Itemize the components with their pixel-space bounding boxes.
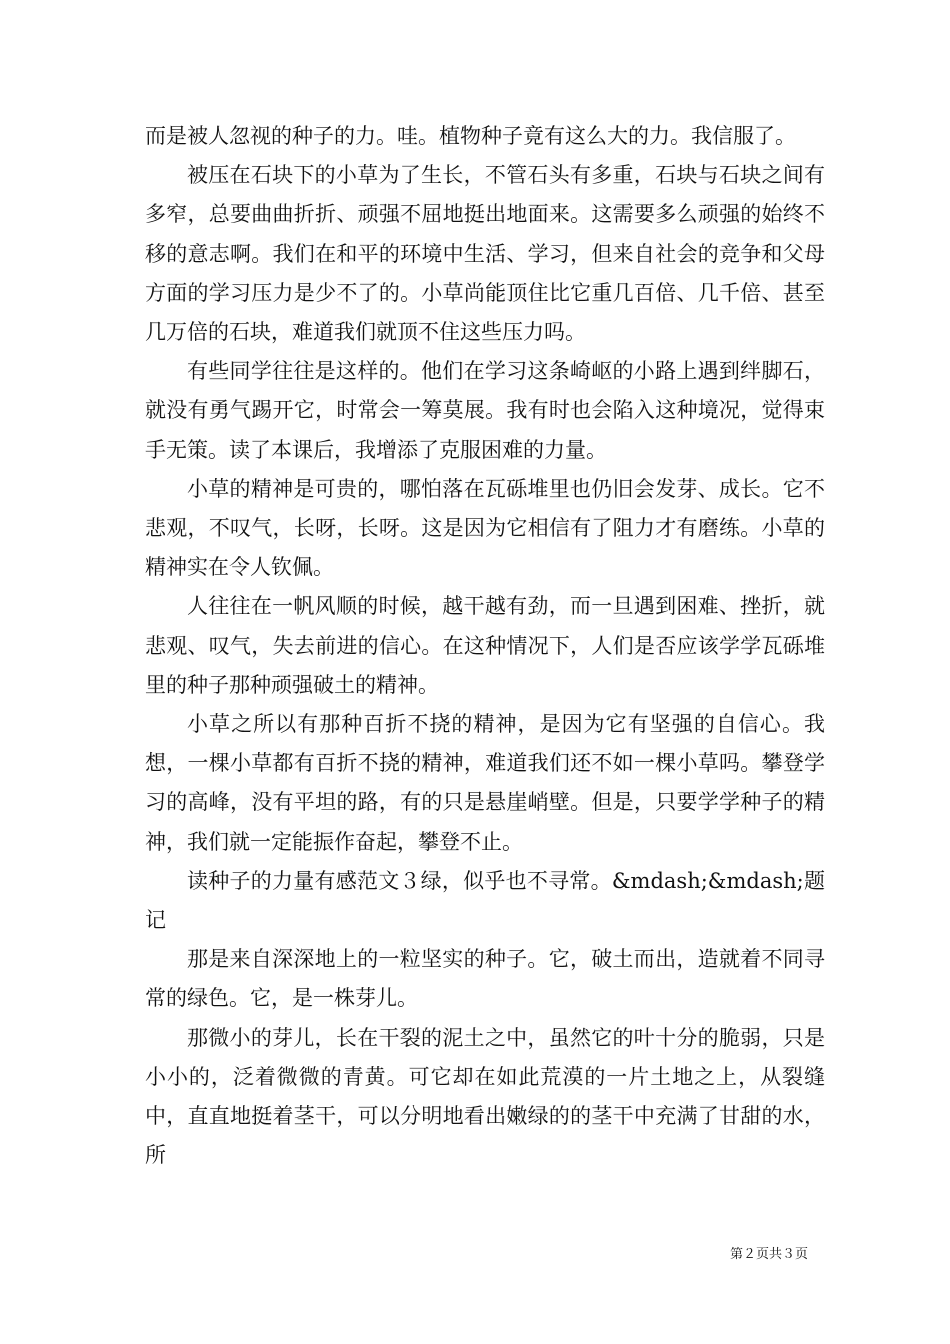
page-number-footer: 第２页共３页 <box>729 1247 808 1262</box>
paragraph: 有些同学往往是这样的。他们在学习这条崎岖的小路上遇到绊脚石，就没有勇气踢开它，时常会一筹莫展。我有时也会陷入这种境况，觉得束手无策。读了本课后，我增添了克服困难的力量。 <box>145 359 825 462</box>
paragraph: 小草之所以有那种百折不挠的精神，是因为它有坚强的自信心。我想，一棵小草都有百折不挠的精神，难道我们还不如一棵小草吗。攀登学习的高峰，没有平坦的路，有的只是悬崖峭壁。但是，只要学学种子的精神，我们就一定能振作奋起，攀登不止。 <box>145 712 825 854</box>
body-text <box>145 117 825 1175</box>
paragraph: 被压在石块下的小草为了生长，不管石头有多重，石块与石块之间有多窄，总要曲曲折折、顽强不屈地挺出地面来。这需要多么顽强的始终不移的意志啊。我们在和平的环境中生活、学习，但来自社会的竞争和父母方面的学习压力是少不了的。小草尚能顶住比它重几百倍、几千倍、甚至几万倍的石块，难道我们就顶不住这些压力吗。 <box>145 163 825 345</box>
paragraph: 人往往在一帆风顺的时候，越干越有劲，而一旦遇到困难、挫折，就悲观、叹气，失去前进的信心。在这种情况下，人们是否应该学学瓦砾堆里的种子那种顽强破土的精神。 <box>145 594 825 697</box>
paragraph: 小草的精神是可贵的，哪怕落在瓦砾堆里也仍旧会发芽、成长。它不悲观，不叹气，长呀，长呀。这是因为它相信有了阻力才有磨练。小草的精神实在令人钦佩。 <box>145 476 825 580</box>
paragraph: 那微小的芽儿，长在干裂的泥土之中，虽然它的叶十分的脆弱，只是小小的，泛着微微的青黄。可它却在如此荒漠的一片土地之上，从裂缝中，直直地挺着茎干，可以分明地看出嫩绿的的茎干中充满了甘甜的水，所 <box>145 1025 825 1168</box>
paragraph: 那是来自深深地上的一粒坚实的种子。它，破土而出，造就着不同寻常的绿色。它，是一株芽儿。 <box>145 947 825 1011</box>
paragraph: 读种子的力量有感范文３绿，似乎也不寻常。&mdash;&mdash;题记 <box>145 868 825 933</box>
paragraph: 而是被人忽视的种子的力。哇。植物种子竟有这么大的力。我信服了。 <box>145 124 796 148</box>
